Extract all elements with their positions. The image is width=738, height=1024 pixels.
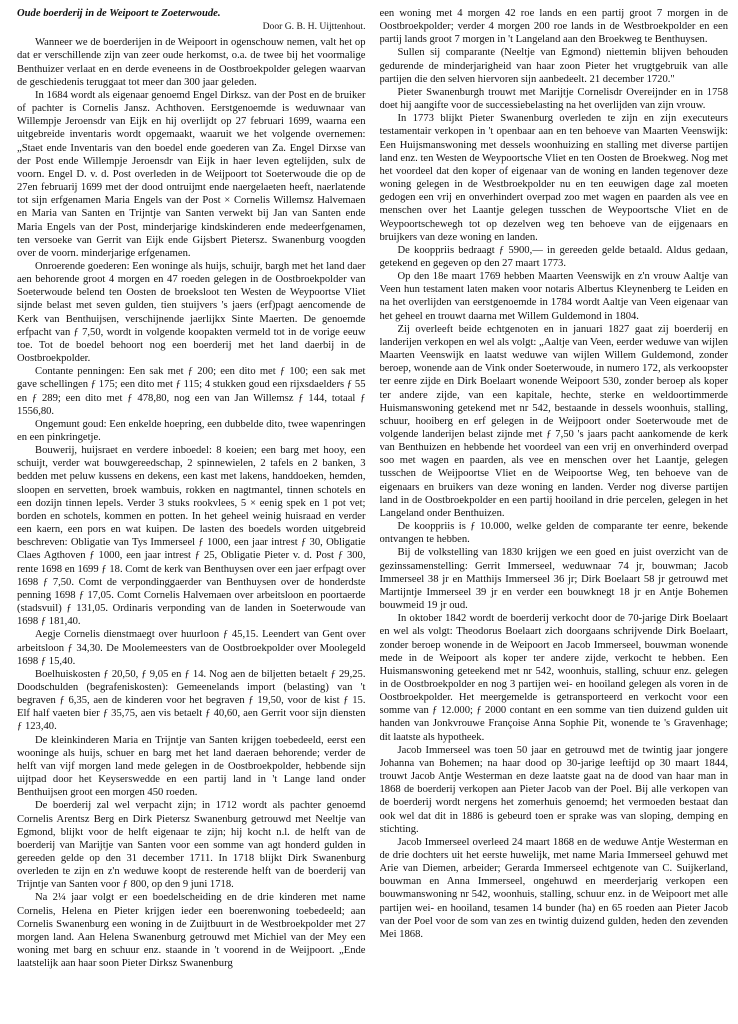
paragraph: De kleinkinderen Maria en Trijntje van Santen krijgen toebedeeld, eerst een wooninge als huijs, schuer en barg met het land daeraen behorende; verder de helft van vijf morgen land mede gelegen in de Oostbroekpolder, hebbende sijn uijtpad door het Keyserswedde en een partij land in 't Lange land onder Benthuijsen groot een morgen 450 roeden. <box>17 734 366 799</box>
paragraph: De kooppriis is ƒ 10.000, welke gelden de comparante ter eenre, bekende ontvangen te hebben. <box>379 521 728 546</box>
column-left <box>17 7 366 1023</box>
paragraph: Wanneer we de boerderijen in de Weipoort in ogenschouw nemen, valt het op dat er verschillende zijn van zeer oude herkomst, o.a. de twee bij het voormalige Benthuizer verlaat en en derde eveneens in de Oostbroekpolder gelegen waarvan de geschiedenis teruggaat tot meer dan 300 jaar geleden. <box>17 37 366 88</box>
paragraph: Sullen sij comparante (Neeltje van Egmond) niettemin blijven behouden gedurende de minderjarigheid van haar zoon Pieter het vrugtgebruik van alle partijen die den selven hiervoren sijn aanbedeelt. 21 december 1720." <box>379 47 728 85</box>
column-right-body <box>380 7 729 941</box>
paragraph: Jacob Immerseel was toen 50 jaar en getrouwd met de twintig jaar jongere Johanna van Bohemen; na haar dood op 30-jarige leeftijd op 30 maart 1844, trouwt Jacob Antje Westerman en deze laatste gaat na de dood van haar man in 1868 de boerderij verkopen aan Pieter Jacob van der Poel. Bij alle verkopen van de boerderij wordt nergens het zomerhuis genoemd; het vermoeden bestaat dan ook wel dat dit in 1886 is gebeurd toen er sprake was van sloping, demping en stichting. <box>379 744 728 835</box>
column-right <box>380 7 729 1023</box>
paragraph: Bij de volkstelling van 1830 krijgen we een goed en juist overzicht van de gezinssamenstelling: Gerrit Immerseel, weduwnaar 74 jr, bouwman; Jacob Immerseel 38 jr en Matthijs Immerseel 36 jr; Dirk Boelaart 58 jr getrouwd met Martijntje Immerseel 39 jr en verder een bouwknegt 18 jr en Antje Bohemen bouwmeid 19 jr oud. <box>379 547 728 612</box>
article-author: Door G. B. H. Uijttenhout. <box>262 21 366 33</box>
paragraph: Onroerende goederen: Een woninge als huijs, schuijr, bargh met het land daer aen behorende groot 4 morgen en 47 roeden gelegen in de Oostbroekpolder van Soeterwoude belend ten Oosten de broeksloot ten Westen de Weypoortse Vliet sijnde belast met seven gulden, tien stuijvers 's jaers (erf)pagt aencomende de Kerk van Benthuijsen, verschijnende jaerlijkx Sinte Maerten. De genoemde erfpacht van ƒ 7,50, wordt in volgende koopakten vermeld tot in de vorige eeuw toe. Tot de boedel behoort nog een boerderij met het land daerbij in de Oostbroekpolder. <box>17 260 366 365</box>
paragraph: Contante penningen: Een sak met ƒ 200; een dito met ƒ 100; een sak met gave schellingen ƒ 175; een dito met ƒ 115; 4 stukken goud een rijxsdaelders ƒ 55 en ƒ 289; een dito met ƒ 478,80, nog een van Jan Willemsz ƒ 144, totaal ƒ 1556,80. <box>17 366 366 417</box>
paragraph: Boelhuiskosten ƒ 20,50, ƒ 9,05 en ƒ 14. Nog aen de biljetten betaelt ƒ 29,25. Doodschulden (begrafeniskosten): Gemeenelands import (belasting) van 't begraven ƒ 6,35, aen de kinderen voor het begraven ƒ 19,50, voor de kist ƒ 15. Elf half vaeten bier ƒ 35,75, aen vis betaelt ƒ 40,60, aen Gerrit voor sijn diensten ƒ 123,40. <box>17 668 366 733</box>
article-title: Oude boerderij in de Weipoort te Zoeterwoude. <box>17 8 221 19</box>
paragraph: In 1773 blijkt Pieter Swanenburg overleden te zijn en zijn executeurs testamentair verkopen in 't openbaar aan en ten behoeve van Maarten Veenswijk: Een Huijsmanswoning met dessels woonhuizing en stalling met diverse partijen land enz. ten Westen de Weypoortsche Vliet en ten Oosten de Broekweg. Nog met het voordeel dat den koper of eigenaar van de woning en landen tegenover deze woning gelegen in de Westbroekpolder nu en ten eeuwigen dage zal moeten gedogen een vrij en onverhindert overpad zoo met wagen en paarden als vee en menschen over het Laantje gelegen tusschen de Weypoortsche Vliet en de Weypoortschewegh tot op dezelven weg ten behoeve van de eijgenaars en bruijkers van deze woning en landen. <box>379 113 728 243</box>
paragraph: Jacob Immerseel overleed 24 maart 1868 en de weduwe Antje Westerman en de drie dochters uit het eerste huwelijk, met name Maria Immerseel gehuwd met Arie van Diemen, arbeider; Gerarda Immerseel echtgenote van C. Suijkerland, bouwman en Anna Immerseel, ongehuwd en meerderjarig verkopen een bouwmanswoning nr 542, woonhuis, stalling, schuur enz. in de Weipoort met alle partijen wei- en hooiland, tesamen 14 bunder (ha) en 65 roeden aan Pieter Jacob van der Poel voor de som van zes en twintig duizend gulden, heden den zevenden Mei 1868. <box>379 836 728 940</box>
paragraph: Aegje Cornelis dienstmaegt over huurloon ƒ 45,15. Leendert van Gent over arbeitsloon ƒ 34,30. De Moolemeesters van de Oostbroekpolder over Moolegeld 1698 ƒ 15,40. <box>17 629 366 667</box>
paragraph: Pieter Swanenburgh trouwt met Marijtje Cornelisdr Overeijnder en in 1758 doet hij aangifte voor de successiebelasting na het overlijden van zijn vrouw. <box>379 86 728 112</box>
paragraph: In oktober 1842 wordt de boerderij verkocht door de 70-jarige Dirk Boelaart en wel als volgt: Theodorus Boelaart zich doorgaans schrijvende Dirk Boelaart, zonder beroep wonende in de Weipoort en Jacob Immerseel, bouwman wonende mede in de Weipoort als koper ter andere zijde, verkocht te hebben. Een Huismanswoning geteekend met nr 542, woonhuis, stalling, schuur enz. gelegen in de Oostbroekpolder en nog 3 partijen wei- en hooiland gelegen als voren in de Oostbroekpolder. Het meergemelde is getransporteerd en verkocht voor een somme van ƒ 12.000; ƒ 2000 contant en een somme van tien duizend gulden uit handen van Jonkvrouwe Françoise Anna Sophie Pit, wonende te 's Gravenhage; dit laatste als hypotheek. <box>379 613 728 743</box>
paragraph: Na 2¼ jaar volgt er een boedelscheiding en de drie kinderen met name Cornelis, Helena en Pieter krijgen ieder een boerenwoning toebedeeld; aan Cornelis Swanenburg een woning in de Zuijtbuurt in de Westbroekpolder met 27 morgen land. Aan Helena Swanenburg getrouwd met Michiel van der Mey een woning met barg en schuur enz. staande in 't voorend in de Weijpoort. „Ende laatstelijk aan haar soon Pieter Dirksz Swanenburg <box>17 892 366 970</box>
paragraph: Ongemunt goud: Een enkelde hoepring, een dubbelde dito, twee wapenringen en een pinkringetje. <box>17 418 366 443</box>
paragraph: een woning met 4 morgen 42 roe lands en een partij groot 7 morgen in de Oostbroekpolder; verder 4 morgen 200 roe lands in de Westbroekpolder en een partij lands groot 7 morgen in 't Langeland aan den Broekweg te Benthuysen. <box>379 8 728 46</box>
paragraph: In 1684 wordt als eigenaar genoemd Engel Dirksz. van der Post en de bruiker of pachter is Cornelis Jansz. Achthoven. Eerstgenoemde is weduwnaar van Willempje Jeroensdr van Eijk en hij overlijdt op 27 februari 1699, waarna een uitgebreide inventaris wordt opgemaakt, waaruit we het volgende overnemen: „Staet ende Inventaris van den boedel ende goederen van Za. Engel Dirxse van der Post ende Willempje Jeroensdr van Eijk in haer leven egtelijden, sulx de voorn. Engel D. v. d. Post overleden in de Weijpoort tot Soeterwoude die op de 27en februarij 1699 met der dood ontruijmt ende naergelaeten heeft, naerlatende tot sijn erfgenamen Maria Engels van der Post × Cornelis Willemsz Halvemaen en Maria van Santen en Trijntje van Santen verwekt bij Jan van Santen ende Maria Engels van der Post, minderjarige kindskinderen ende medeerfgenamen, ten versoeke van Gerrit van Eijk ende Gijsbert Pietersz. Swanenburg voogden over de voorn. minderjarige erfgenamen. <box>17 89 366 259</box>
paragraph: De kooppriis bedraagt ƒ 5900,— in gereeden gelde betaald. Aldus gedaan, getekend en gegeven op den 27 maart 1773. <box>379 244 728 269</box>
column-left-body <box>17 36 366 970</box>
paragraph: Zij overleeft beide echtgenoten en in januari 1827 gaat zij boerderij en landerijen verkopen en wel als volgt: „Aaltje van Veen, eerder weduwe van wijlen Maarten Veenswijk en laatst weduwe van wijlen Willem Guldemond, zonder beroep, wonende aan de Vink onder Soeterwoude, in numero 172, als verkoopster ter eenre zijde en Dirk Boelaart wonende Weipoort 530, zonder beroep als koper ter andere zijde, van een kapitale, hechte, sterke en weldoortimmerde Huismanswoning getekend met nr 542, bestaande in dessels woonhuis, stalling, schuur, hooiberg en erf gelegen in de Weijpoort onder Soeterwoude met de volgende landerijen belast zijnde met ƒ 7,50 's jaars pacht aankomende de kerk van Benthuizen en hebbende het voordeel van een vrij en onverhinderd overpad soo met wagen en paarden, als vee en menschen over het Laantje, gelegen tusschen de Weijpoortse Vliet en de Weipoortse Weg, ten behoeve van de eigenaars en bruikers van deze woning en landen. Verder nog diverse partijen land in de Oostbroekpolder en een partij hooiland in drie percelen, gelegen in het Langeland onder Benthuizen. <box>379 323 728 519</box>
paragraph: De boerderij zal wel verpacht zijn; in 1712 wordt als pachter genoemd Cornelis Arentsz Berg en Dirk Pietersz Swanenburg getrouwd met Neeltje van Egmond, blijkt voor de helft eigenaar te zijn; hij kocht n.l. de helft van de boerderij van Marijtje van Santen voor een somme van agt honderd gulden in gereeden gelde op den 31 december 1711. In 1718 blijkt Dirk Swanenburg overleden te zijn en z'n weduwe koopt de resterende helft van de boerderij van Trijntje van Santen voor ƒ 800, op den 9 juni 1718. <box>17 800 366 891</box>
paragraph: Bouwerij, huijsraet en verdere inboedel: 8 koeien; een barg met hooy, een schuijt, verder wat bouwgereedschap, 2 spinnewielen, 2 tafels en 2 banken, 3 bedden met peluw kussens en dekens, een kast met lakens, handdoeken, hemden, sloopen en servetten, broek wambuis, rokken en nagtmantel, tinnen schotels en een dozijn tinnen lepels. Verder 3 stuks rookvlees, 5 × eenig spek en 1 pot vet; borden en schotels, kommen en potten. In het geheel weinig huisraad en verder een kaern, een pors en wat kuipen. De lasten des boedels worden uitgebreid beschreven: Obligatie van Tys Immerseel ƒ 1000, een jaar intrest ƒ 30, Obligatie Claes Agthoven ƒ 1000, een jaar intrest ƒ 25, Obligatie Pieter v. d. Post ƒ 300, rente 1698 en 1699 ƒ 18. Comt de kerk van Benthuysen over een jaer erfpagt over 1698 ƒ 7,50. Comt de verpondinggaerder van Benthuysen over de honderdste penning 1698 ƒ 17,05. Comt Cornelis Halvemaen over arbeitsloon en poortaerde (stadsvuil) ƒ 131,05. Ordinaris verponding van de landen in Soeterwoude van 1698 ƒ 181,40. <box>17 445 366 628</box>
paragraph: Op den 18e maart 1769 hebben Maarten Veenswijk en z'n vrouw Aaltje van Veen hun testament laten maken voor notaris Albertus Kleynenberg te Leiden en na het overlijden van eerstgenoemde in 1784 wordt Aaltje van Veen eigenaar van het geheel en trouwt daarna met Willem Guldemond in 1804. <box>379 271 728 322</box>
